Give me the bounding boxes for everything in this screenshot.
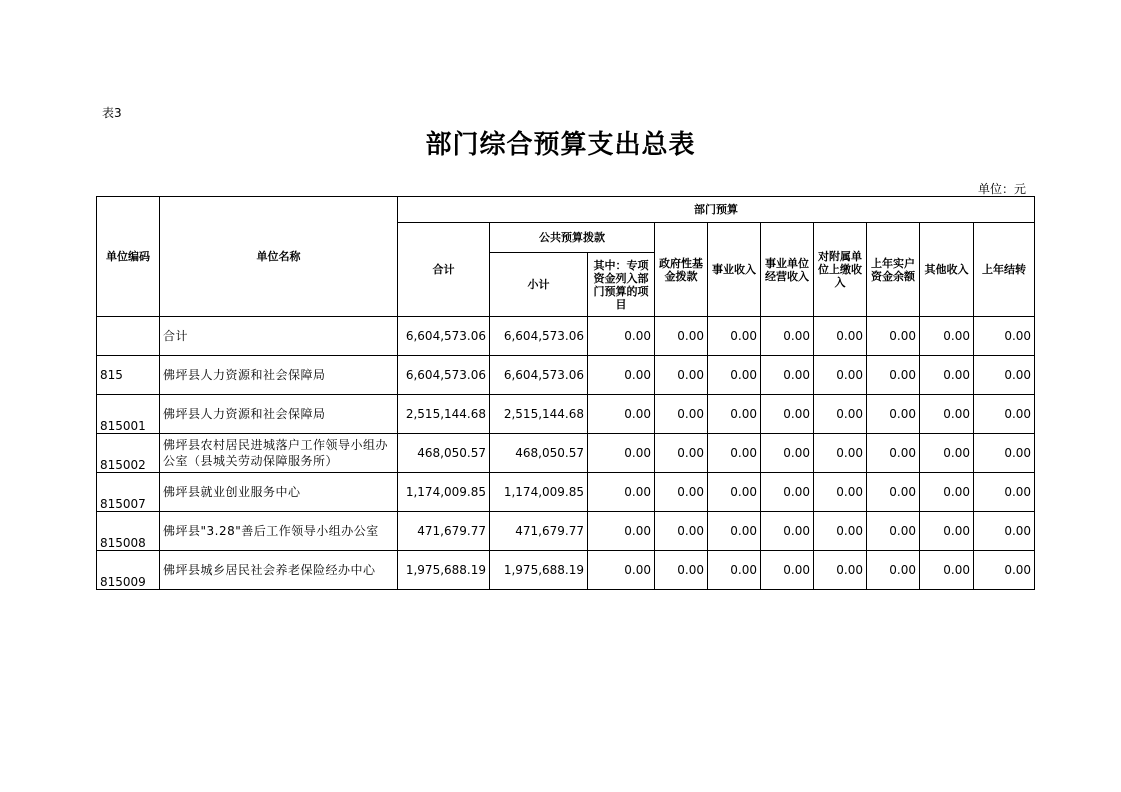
amount-cell: 0.00 xyxy=(655,395,708,434)
header-carryover: 上年结转 xyxy=(974,223,1035,317)
amount-cell: 0.00 xyxy=(814,434,867,473)
amount-cell: 0.00 xyxy=(588,551,655,590)
amount-cell: 0.00 xyxy=(761,512,814,551)
amount-cell: 0.00 xyxy=(920,434,974,473)
table-row xyxy=(97,434,1035,473)
amount-cell: 0.00 xyxy=(974,512,1035,551)
unit-name-cell: 佛坪县"3.28"善后工作领导小组办公室 xyxy=(160,512,398,551)
unit-name-cell: 合计 xyxy=(160,317,398,356)
amount-cell: 0.00 xyxy=(867,434,920,473)
amount-cell: 471,679.77 xyxy=(490,512,588,551)
amount-cell: 468,050.57 xyxy=(490,434,588,473)
amount-cell: 0.00 xyxy=(655,473,708,512)
amount-cell: 0.00 xyxy=(655,317,708,356)
header-operating-income: 事业单位经营收入 xyxy=(761,223,814,317)
amount-cell: 0.00 xyxy=(867,512,920,551)
amount-cell: 0.00 xyxy=(588,395,655,434)
amount-cell: 0.00 xyxy=(708,551,761,590)
amount-cell: 2,515,144.68 xyxy=(398,395,490,434)
amount-cell: 0.00 xyxy=(708,473,761,512)
amount-cell: 0.00 xyxy=(761,434,814,473)
amount-cell: 6,604,573.06 xyxy=(490,317,588,356)
header-unit-name: 单位名称 xyxy=(160,197,398,317)
table-row xyxy=(97,551,1035,590)
header-other-income: 其他收入 xyxy=(920,223,974,317)
table-header xyxy=(97,197,1035,317)
amount-cell: 0.00 xyxy=(814,512,867,551)
amount-cell: 0.00 xyxy=(655,434,708,473)
amount-cell: 0.00 xyxy=(920,395,974,434)
table-row xyxy=(97,473,1035,512)
amount-cell: 0.00 xyxy=(974,395,1035,434)
unit-code-cell: 815007 xyxy=(97,473,160,512)
amount-cell: 0.00 xyxy=(974,434,1035,473)
unit-label: 单位：元 xyxy=(977,182,1026,196)
header-special-funds: 其中：专项资金列入部门预算的项目 xyxy=(588,253,655,317)
amount-cell: 0.00 xyxy=(814,317,867,356)
header-gov-fund: 政府性基金拨款 xyxy=(655,223,708,317)
amount-cell: 0.00 xyxy=(814,473,867,512)
unit-name-cell: 佛坪县就业创业服务中心 xyxy=(160,473,398,512)
amount-cell: 0.00 xyxy=(588,434,655,473)
table-row xyxy=(97,317,1035,356)
amount-cell: 0.00 xyxy=(761,551,814,590)
amount-cell: 0.00 xyxy=(920,473,974,512)
amount-cell: 0.00 xyxy=(655,512,708,551)
amount-cell: 468,050.57 xyxy=(398,434,490,473)
unit-name-cell: 佛坪县人力资源和社会保障局 xyxy=(160,356,398,395)
unit-code-cell: 815008 xyxy=(97,512,160,551)
amount-cell: 1,975,688.19 xyxy=(490,551,588,590)
amount-cell: 471,679.77 xyxy=(398,512,490,551)
amount-cell: 6,604,573.06 xyxy=(490,356,588,395)
amount-cell: 0.00 xyxy=(708,434,761,473)
amount-cell: 6,604,573.06 xyxy=(398,317,490,356)
unit-name-cell: 佛坪县人力资源和社会保障局 xyxy=(160,395,398,434)
table-row xyxy=(97,356,1035,395)
table-row xyxy=(97,512,1035,551)
amount-cell: 6,604,573.06 xyxy=(398,356,490,395)
amount-cell: 0.00 xyxy=(867,317,920,356)
amount-cell: 0.00 xyxy=(867,551,920,590)
unit-code-cell: 815001 xyxy=(97,395,160,434)
amount-cell: 0.00 xyxy=(867,356,920,395)
amount-cell: 0.00 xyxy=(761,317,814,356)
header-business-income: 事业收入 xyxy=(708,223,761,317)
amount-cell: 0.00 xyxy=(814,551,867,590)
amount-cell: 0.00 xyxy=(761,395,814,434)
amount-cell: 0.00 xyxy=(920,551,974,590)
amount-cell: 0.00 xyxy=(655,551,708,590)
unit-code-cell: 815009 xyxy=(97,551,160,590)
unit-name-cell: 佛坪县农村居民进城落户工作领导小组办公室（县城关劳动保障服务所） xyxy=(160,434,398,473)
amount-cell: 0.00 xyxy=(708,395,761,434)
unit-code-cell: 815002 xyxy=(97,434,160,473)
amount-cell: 0.00 xyxy=(920,356,974,395)
unit-code-cell: 815 xyxy=(97,356,160,395)
header-subtotal: 小计 xyxy=(490,253,588,317)
table-body xyxy=(97,317,1035,590)
amount-cell: 0.00 xyxy=(708,317,761,356)
amount-cell: 1,174,009.85 xyxy=(490,473,588,512)
amount-cell: 0.00 xyxy=(761,356,814,395)
header-public-budget: 公共预算拨款 xyxy=(490,223,655,253)
amount-cell: 0.00 xyxy=(814,356,867,395)
amount-cell: 0.00 xyxy=(588,473,655,512)
table-label: 表3 xyxy=(102,106,122,120)
budget-table xyxy=(96,196,1035,590)
header-total: 合计 xyxy=(398,223,490,317)
amount-cell: 0.00 xyxy=(974,551,1035,590)
amount-cell: 0.00 xyxy=(867,473,920,512)
page-title: 部门综合预算支出总表 xyxy=(425,130,696,160)
header-dept-budget: 部门预算 xyxy=(398,197,1035,223)
amount-cell: 2,515,144.68 xyxy=(490,395,588,434)
amount-cell: 1,975,688.19 xyxy=(398,551,490,590)
amount-cell: 0.00 xyxy=(708,356,761,395)
amount-cell: 0.00 xyxy=(588,317,655,356)
amount-cell: 0.00 xyxy=(974,356,1035,395)
table-row xyxy=(97,395,1035,434)
amount-cell: 0.00 xyxy=(655,356,708,395)
unit-code-cell xyxy=(97,317,160,356)
amount-cell: 0.00 xyxy=(920,317,974,356)
amount-cell: 0.00 xyxy=(867,395,920,434)
amount-cell: 0.00 xyxy=(974,317,1035,356)
header-prior-year-balance: 上年实户资金余额 xyxy=(867,223,920,317)
amount-cell: 0.00 xyxy=(588,356,655,395)
amount-cell: 0.00 xyxy=(588,512,655,551)
unit-name-cell: 佛坪县城乡居民社会养老保险经办中心 xyxy=(160,551,398,590)
amount-cell: 0.00 xyxy=(920,512,974,551)
amount-cell: 0.00 xyxy=(708,512,761,551)
amount-cell: 0.00 xyxy=(814,395,867,434)
amount-cell: 1,174,009.85 xyxy=(398,473,490,512)
amount-cell: 0.00 xyxy=(761,473,814,512)
header-subordinate-income: 对附属单位上缴收入 xyxy=(814,223,867,317)
header-unit-code: 单位编码 xyxy=(97,197,160,317)
amount-cell: 0.00 xyxy=(974,473,1035,512)
